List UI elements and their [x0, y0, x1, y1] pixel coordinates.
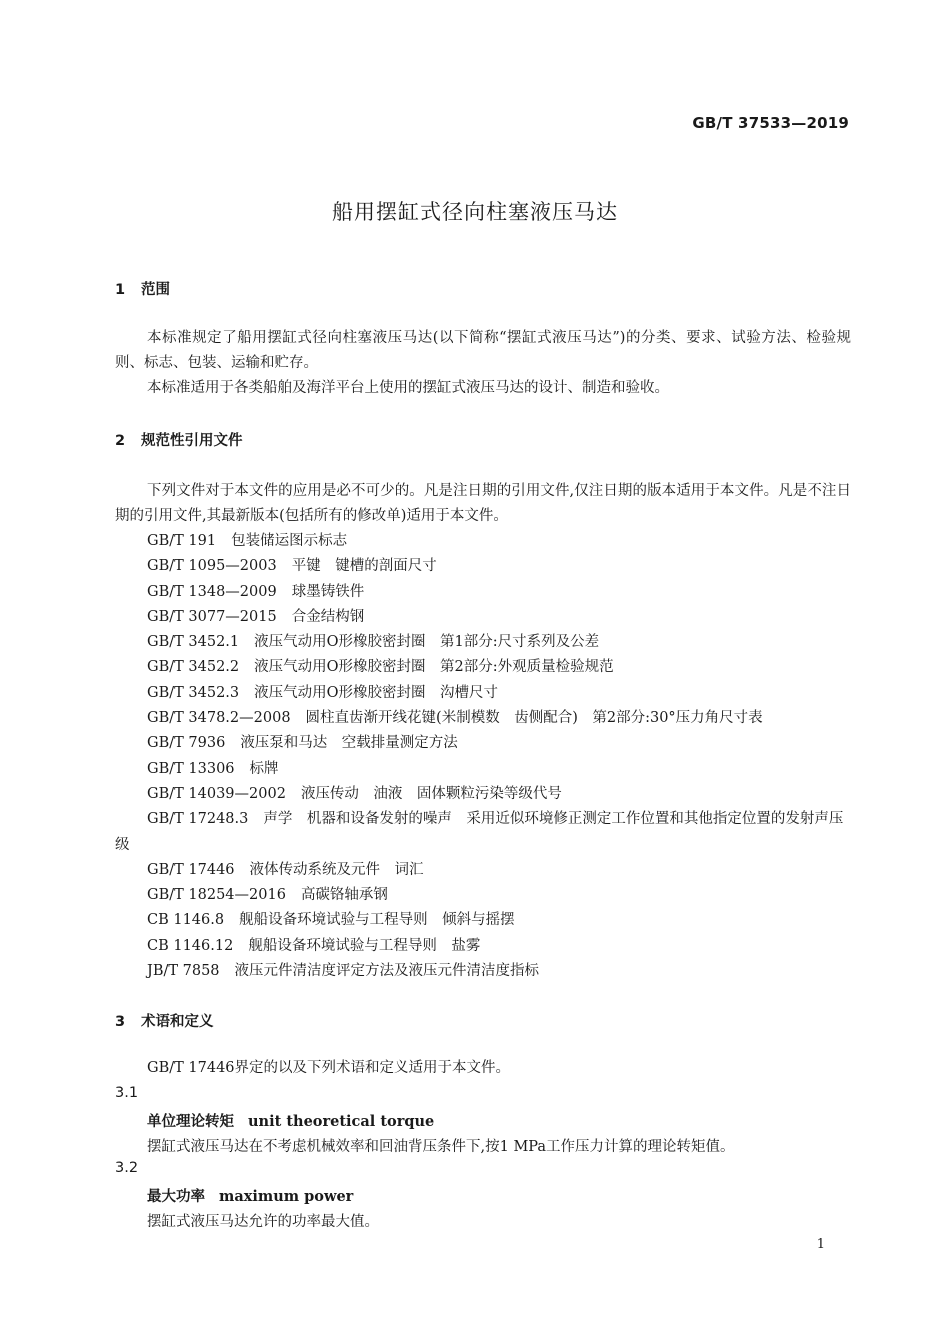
scope-paragraph-1: 本标准规定了船用摆缸式径向柱塞液压马达(以下简称“摆缸式液压马达”)的分类、要求、试验方法、检验规则、标志、包装、运输和贮存。 — [115, 330, 851, 371]
reference-code: GB/T 18254—2016 — [147, 887, 286, 904]
reference-title: 包装储运图示标志 — [231, 533, 348, 549]
term-name-zh: 最大功率 — [147, 1189, 205, 1205]
page-number: 1 — [816, 1237, 825, 1252]
reference-code: GB/T 7936 — [147, 735, 226, 752]
reference-item — [115, 782, 851, 807]
reference-item — [115, 529, 851, 554]
reference-title: 液压气动用O形橡胶密封圈 沟槽尺寸 — [254, 684, 499, 701]
reference-code: GB/T 3077—2015 — [147, 608, 277, 625]
reference-title: 液压传动 油液 固体颗粒污染等级代号 — [300, 785, 562, 802]
term-number: 3.1 — [115, 1085, 139, 1101]
reference-item — [115, 858, 851, 883]
section-title: 范围 — [141, 282, 170, 298]
reference-item — [115, 731, 851, 756]
reference-code: GB/T 3452.3 — [147, 684, 240, 701]
term-definition: 摆缸式液压马达在不考虑机械效率和回油背压条件下,按1 MPa工作压力计算的理论转矩值。 — [147, 1139, 735, 1155]
reference-code: GB/T 17446 — [147, 861, 235, 878]
reference-title: 标牌 — [249, 760, 279, 777]
reference-code: CB 1146.8 — [147, 912, 225, 929]
reference-title: 合金结构钢 — [291, 608, 365, 625]
reference-item — [115, 706, 851, 731]
reference-code: GB/T 13306 — [147, 760, 235, 777]
reference-item — [115, 883, 851, 908]
reference-item — [115, 807, 851, 858]
standard-code: GB/T 37533—2019 — [692, 114, 849, 132]
scope-paragraph-2: 本标准适用于各类船舶及海洋平台上使用的摆缸式液压马达的设计、制造和验收。 — [147, 380, 669, 396]
term-definition: 摆缸式液压马达允许的功率最大值。 — [147, 1214, 379, 1230]
reference-title: 圆柱直齿渐开线花键(米制模数 齿侧配合) 第2部分:30°压力角尺寸表 — [305, 710, 763, 727]
document-title: 船用摆缸式径向柱塞液压马达 — [332, 200, 618, 224]
reference-item — [115, 934, 851, 959]
term-name — [147, 1110, 434, 1131]
term-name-en: maximum power — [219, 1188, 354, 1205]
reference-item — [115, 908, 851, 933]
term-name-en: unit theoretical torque — [248, 1113, 435, 1130]
reference-item — [115, 681, 851, 706]
reference-title: 液压气动用O形橡胶密封圈 第2部分:外观质量检验规范 — [254, 659, 614, 676]
references-intro: 下列文件对于本文件的应用是必不可少的。凡是注日期的引用文件,仅注日期的版本适用于本文件。凡是不注日期的引用文件,其最新版本(包括所有的修改单)适用于本文件。 — [115, 483, 851, 524]
reference-title: 舰船设备环境试验与工程导则 倾斜与摇摆 — [239, 912, 515, 929]
reference-code: GB/T 3452.1 — [147, 634, 240, 651]
reference-list — [115, 529, 851, 984]
reference-item — [115, 655, 851, 680]
reference-item — [115, 959, 851, 984]
reference-title: 声学 机器和设备发射的噪声 采用近似环境修正测定工作位置和其他指定位置的发射声压级 — [115, 811, 844, 853]
reference-title: 液压气动用O形橡胶密封圈 第1部分:尺寸系列及公差 — [254, 634, 600, 651]
section-title: 术语和定义 — [141, 1014, 214, 1030]
reference-code: GB/T 1095—2003 — [147, 558, 277, 575]
reference-code: GB/T 17248.3 — [147, 811, 249, 828]
section-number: 1 — [115, 282, 126, 298]
reference-title: 液体传动系统及元件 词汇 — [249, 861, 424, 878]
reference-title: 平键 键槽的剖面尺寸 — [291, 558, 437, 575]
reference-title: 球墨铸铁件 — [291, 583, 365, 600]
reference-title: 高碳铬轴承钢 — [300, 887, 388, 904]
term-name-zh: 单位理论转矩 — [147, 1114, 234, 1130]
term-number: 3.2 — [115, 1160, 139, 1176]
terms-intro: GB/T 17446界定的以及下列术语和定义适用于本文件。 — [147, 1060, 511, 1076]
section-number: 3 — [115, 1014, 126, 1030]
reference-item — [115, 554, 851, 579]
section-number: 2 — [115, 433, 126, 449]
reference-code: GB/T 3452.2 — [147, 659, 240, 676]
section-title: 规范性引用文件 — [141, 433, 243, 449]
section-3-heading — [115, 1010, 214, 1031]
section-1-heading — [115, 278, 170, 299]
reference-code: GB/T 191 — [147, 533, 217, 549]
reference-title: 液压泵和马达 空载排量测定方法 — [240, 735, 458, 752]
reference-title: 液压元件清洁度评定方法及液压元件清洁度指标 — [234, 963, 540, 980]
reference-item — [115, 580, 851, 605]
reference-code: GB/T 1348—2009 — [147, 583, 277, 600]
reference-item — [115, 757, 851, 782]
reference-title: 舰船设备环境试验与工程导则 盐雾 — [248, 937, 481, 954]
reference-code: GB/T 3478.2—2008 — [147, 710, 291, 727]
reference-code: CB 1146.12 — [147, 937, 234, 954]
reference-item — [115, 630, 851, 655]
reference-code: JB/T 7858 — [147, 963, 220, 980]
reference-item — [115, 605, 851, 630]
section-2-heading — [115, 429, 243, 450]
term-name — [147, 1185, 353, 1206]
reference-code: GB/T 14039—2002 — [147, 785, 286, 802]
